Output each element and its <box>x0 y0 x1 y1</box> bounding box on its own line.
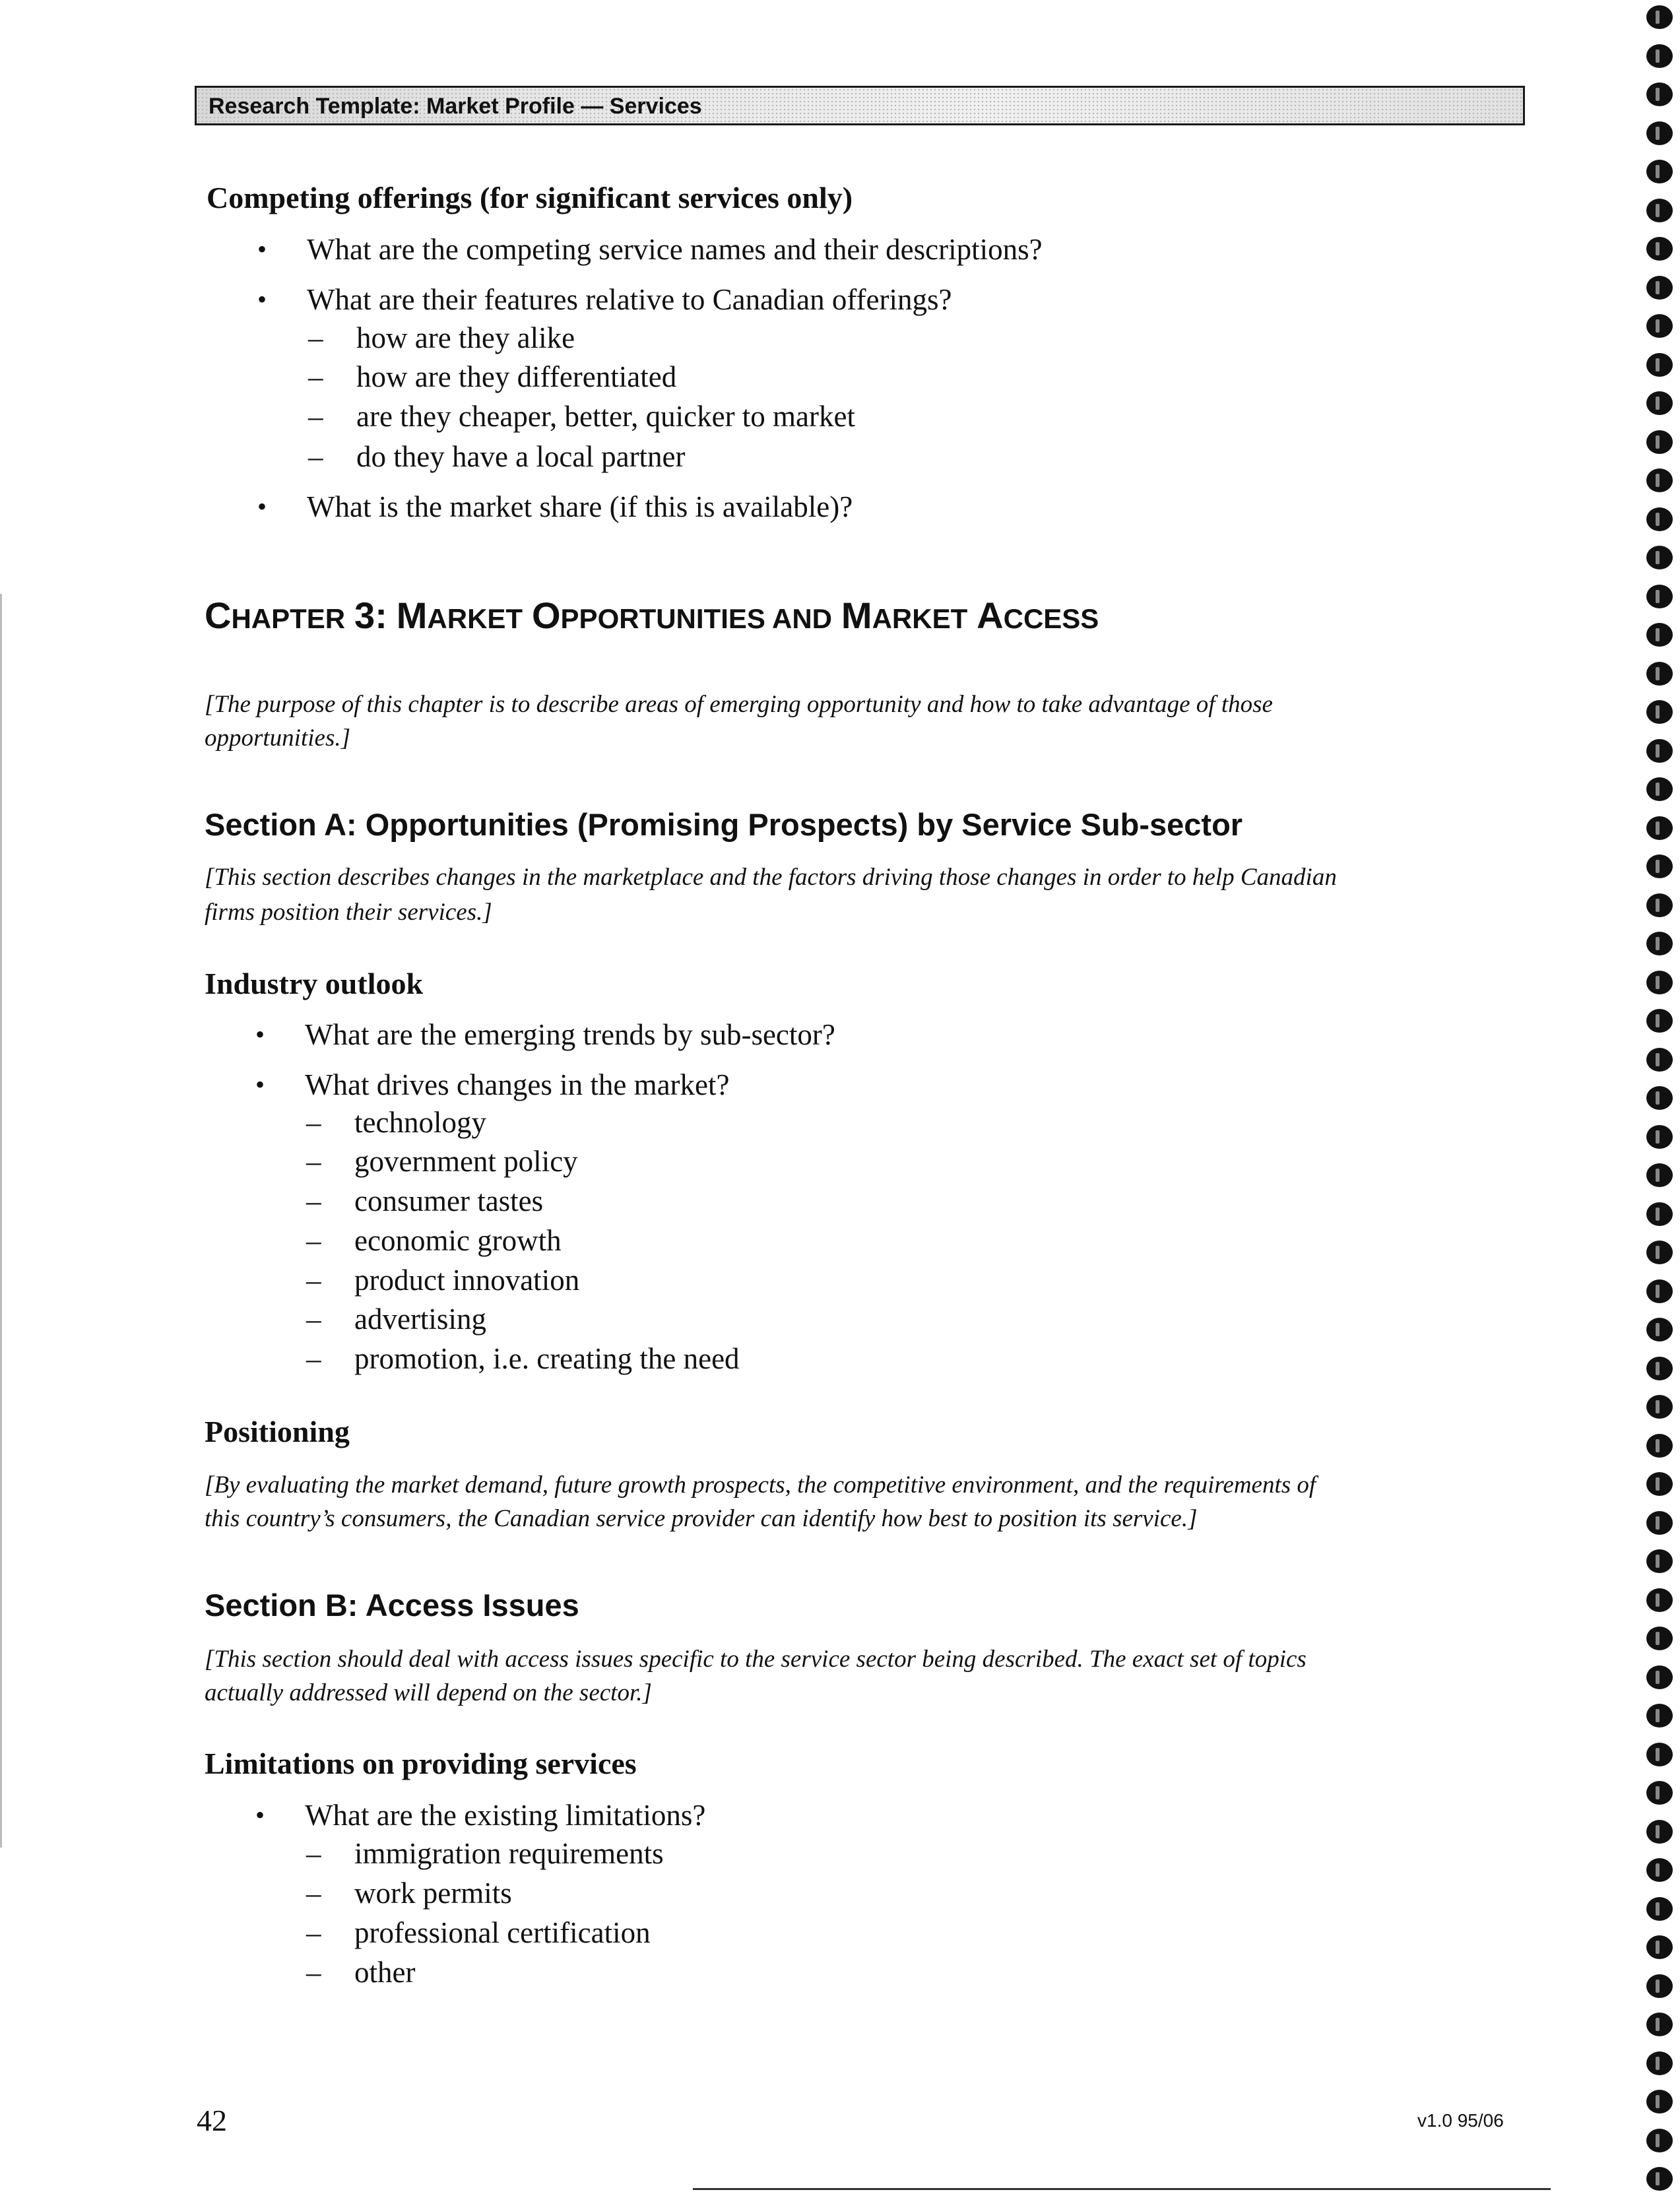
chapter-number: 3: <box>354 595 387 636</box>
binding-hole <box>1646 1897 1673 1921</box>
binding-hole <box>1646 1935 1673 1959</box>
binding-hole <box>1646 121 1673 145</box>
binding-hole <box>1646 546 1673 569</box>
limitations-question: • What are the existing limitations? <box>305 1798 705 1832</box>
binding-hole <box>1646 1511 1673 1535</box>
binding-hole <box>1646 1241 1673 1264</box>
binding-hole <box>1646 971 1673 994</box>
binding-hole <box>1646 5 1673 29</box>
spiral-binding <box>1642 0 1680 2194</box>
section-a-heading: Section A: Opportunities (Promising Prospects) by Service Sub-sector <box>205 807 1243 842</box>
binding-hole <box>1646 237 1673 261</box>
limitations-sub-permits: – work permits <box>354 1876 512 1910</box>
binding-hole <box>1646 2090 1673 2113</box>
binding-hole <box>1646 44 1673 68</box>
industry-sub-promotion: – promotion, i.e. creating the need <box>354 1341 740 1376</box>
binding-hole <box>1646 777 1673 801</box>
binding-hole <box>1646 700 1673 724</box>
industry-sub-advertising: – advertising <box>354 1302 486 1336</box>
industry-sub-policy: – government policy <box>354 1144 578 1178</box>
section-b-desc-line1: [This section should deal with access issues specific to the service sector being described. The exact set of topics <box>205 1646 1307 1673</box>
competing-question-names: • What are the competing service names and their descriptions? <box>307 232 1043 267</box>
chapter-title-m1: M <box>396 595 428 636</box>
chapter-title-arket2: ARKET <box>872 603 968 634</box>
positioning-desc-line1: [By evaluating the market demand, future growth prospects, the competitive environment, and the requirements of <box>205 1471 1316 1499</box>
binding-hole <box>1646 1974 1673 1998</box>
chapter-title-a: A <box>977 595 1004 636</box>
binding-hole <box>1646 507 1673 531</box>
binding-hole <box>1646 1318 1673 1341</box>
binding-hole <box>1646 1357 1673 1380</box>
binding-hole <box>1646 1125 1673 1149</box>
positioning-desc-line2: this country’s consumers, the Canadian service provider can identify how best to position its service.] <box>205 1505 1198 1532</box>
binding-hole <box>1646 739 1673 763</box>
binding-hole <box>1646 1279 1673 1303</box>
competing-sub-cheaper: – are they cheaper, better, quicker to market <box>356 399 855 434</box>
industry-question-drivers: • What drives changes in the market? <box>305 1068 730 1102</box>
binding-hole <box>1646 1820 1673 1844</box>
positioning-heading: Positioning <box>205 1415 350 1448</box>
industry-sub-innovation: – product innovation <box>354 1263 579 1297</box>
binding-hole <box>1646 1627 1673 1650</box>
competing-sub-differentiated: – how are they differentiated <box>356 360 676 394</box>
industry-heading: Industry outlook <box>205 967 424 1000</box>
chapter-title-arket1: ARKET <box>427 603 523 634</box>
binding-hole <box>1646 160 1673 183</box>
binding-hole <box>1646 1549 1673 1573</box>
version-label: v1.0 95/06 <box>1417 2110 1504 2131</box>
binding-hole <box>1646 430 1673 454</box>
binding-hole <box>1646 1395 1673 1419</box>
competing-question-share: • What is the market share (if this is available)? <box>307 490 853 524</box>
chapter-title-c: C <box>205 595 232 636</box>
industry-sub-tastes: – consumer tastes <box>354 1184 543 1218</box>
binding-hole <box>1646 855 1673 878</box>
binding-hole <box>1646 585 1673 608</box>
chapter-purpose-line2: opportunities.] <box>205 725 350 752</box>
chapter-purpose-line1: [The purpose of this chapter is to describe areas of emerging opportunity and how to take advantage of those <box>205 691 1273 718</box>
binding-hole <box>1646 314 1673 338</box>
binding-hole <box>1646 893 1673 917</box>
binding-hole <box>1646 1163 1673 1187</box>
binding-hole <box>1646 276 1673 300</box>
binding-hole <box>1646 1743 1673 1766</box>
binding-hole <box>1646 1588 1673 1612</box>
binding-hole <box>1646 1048 1673 1072</box>
industry-question-trends: • What are the emerging trends by sub-sector? <box>305 1017 835 1052</box>
binding-hole <box>1646 662 1673 686</box>
binding-hole <box>1646 1472 1673 1496</box>
chapter-title-m2: M <box>841 595 872 636</box>
competing-sub-alike: – how are they alike <box>356 321 575 355</box>
binding-hole <box>1646 2167 1673 2191</box>
chapter-title-pportunities: PPORTUNITIES AND <box>560 603 833 634</box>
binding-hole <box>1646 1086 1673 1110</box>
section-b-desc-line2: actually addressed will depend on the sector.] <box>205 1679 652 1706</box>
binding-hole <box>1646 1781 1673 1805</box>
chapter-title <box>205 594 1099 637</box>
page-bottom-edge <box>693 2188 1551 2190</box>
limitations-heading: Limitations on providing services <box>205 1747 637 1780</box>
binding-hole <box>1646 623 1673 647</box>
binding-hole <box>1646 816 1673 840</box>
section-a-desc-line2: firms position their services.] <box>205 899 492 926</box>
industry-sub-growth: – economic growth <box>354 1223 562 1258</box>
binding-hole <box>1646 353 1673 377</box>
binding-hole <box>1646 2051 1673 2075</box>
competing-sub-partner: – do they have a local partner <box>356 439 686 474</box>
binding-hole <box>1646 1434 1673 1458</box>
chapter-title-o: O <box>531 595 561 636</box>
page-number: 42 <box>197 2104 227 2137</box>
binding-hole <box>1646 82 1673 106</box>
industry-sub-technology: – technology <box>354 1105 486 1140</box>
chapter-title-hapter: HAPTER <box>231 603 346 634</box>
binding-hole <box>1646 2129 1673 2152</box>
competing-heading: Competing offerings (for significant services only) <box>207 181 853 214</box>
binding-hole <box>1646 391 1673 415</box>
binding-hole <box>1646 1202 1673 1226</box>
binding-hole <box>1646 932 1673 955</box>
binding-hole <box>1646 1858 1673 1882</box>
running-header-title: Research Template: Market Profile — Services <box>209 94 702 119</box>
binding-hole <box>1646 2013 1673 2036</box>
binding-hole <box>1646 468 1673 492</box>
section-a-desc-line1: [This section describes changes in the marketplace and the factors driving those changes in order to help Canadian <box>205 864 1337 891</box>
limitations-sub-other: – other <box>354 1955 415 1989</box>
binding-hole <box>1646 1704 1673 1727</box>
binding-hole <box>1646 1665 1673 1689</box>
binding-hole <box>1646 1009 1673 1033</box>
binding-hole <box>1646 199 1673 222</box>
limitations-sub-certification: – professional certification <box>354 1916 651 1950</box>
chapter-title-ccess: CCESS <box>1003 603 1099 634</box>
competing-question-features: • What are their features relative to Canadian offerings? <box>307 282 952 317</box>
limitations-sub-immigration: – immigration requirements <box>354 1836 664 1871</box>
section-b-heading: Section B: Access Issues <box>205 1588 579 1623</box>
